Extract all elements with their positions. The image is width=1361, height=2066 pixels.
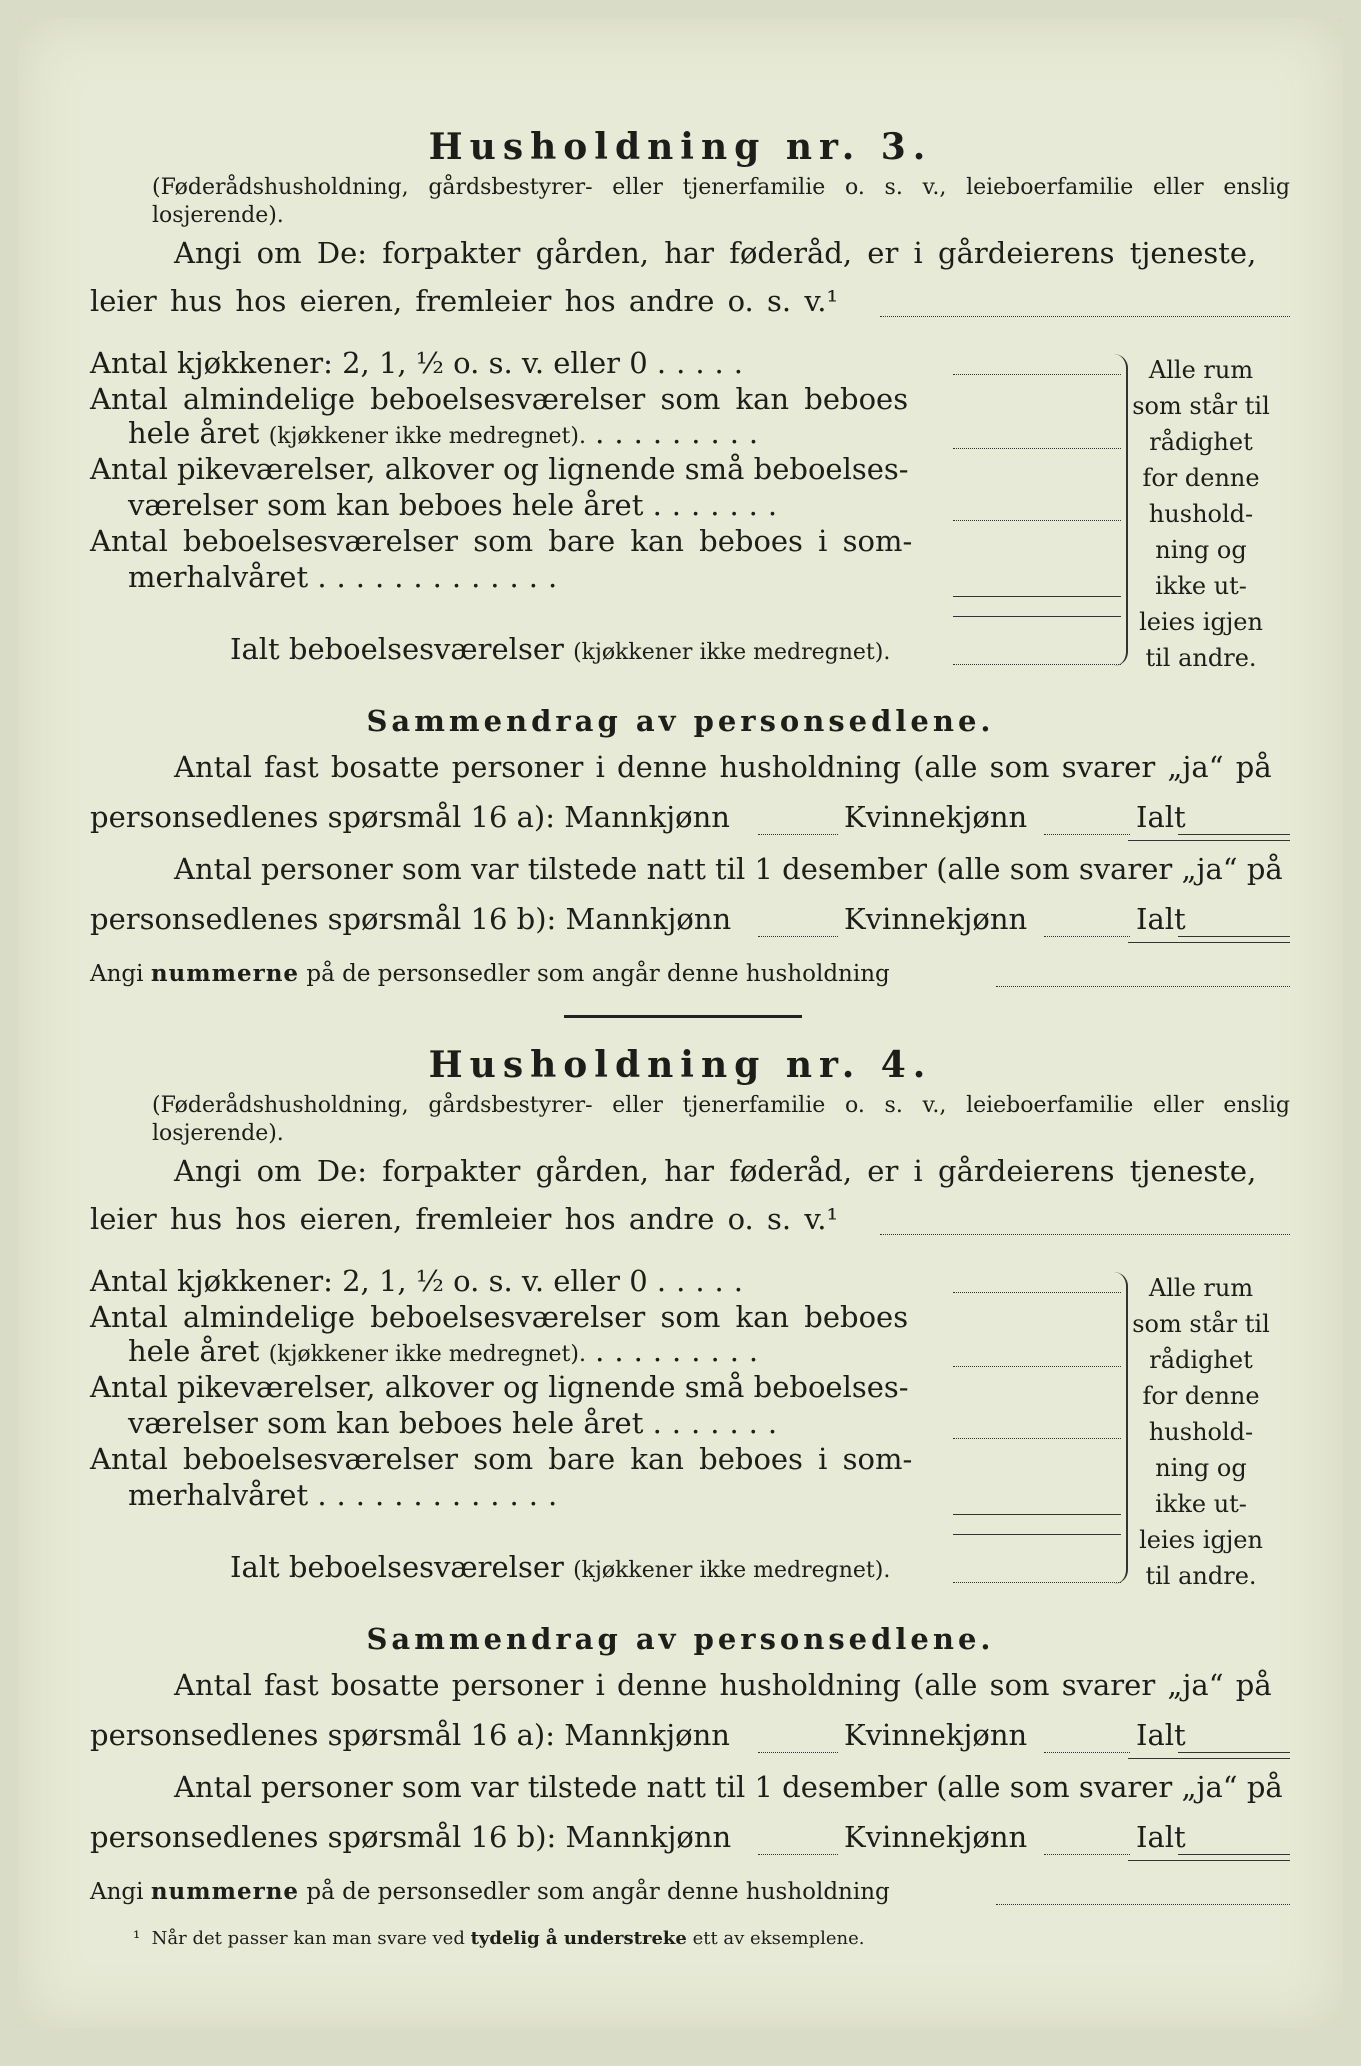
pike-label-1: Antal pikeværelser, alkover og lignende små beboelses- [90,1370,909,1404]
census-form-page [18,18,1343,2028]
tilstede-ialt-underline [1128,942,1290,943]
tilstede-kvinne-label: Kvinnekjønn [844,1820,1028,1854]
angi-line-1: Angi om De: forpakter gården, har føderåd, er i gårdeierens tjeneste, [174,236,1257,270]
right-brace [1108,354,1128,666]
sommer-underline [953,616,1121,617]
angi-line-2: leier hus hos eieren, fremleier hos andre o. s. v.¹ [90,284,839,318]
kjokkener-field[interactable] [953,374,1121,375]
kjokkener-label: Antal kjøkkener: 2, 1, ½ o. s. v. eller 0 ..... [90,346,753,380]
sommer-label-1: Antal beboelsesværelser som bare kan beboes i som- [90,524,913,558]
numre-label: Angi nummerne på de personsedler som angår denne husholdning [90,960,890,987]
fast-kvinne-field[interactable] [1044,1752,1130,1753]
side-note: Alle rum som står til rådighet for denne hushold- ning og ikke ut- leies igjen til andre. [1132,356,1270,672]
fast-ialt-field[interactable] [1178,1752,1290,1753]
numre-field[interactable] [996,986,1290,987]
fast-ialt-underline [1128,840,1290,841]
tilstede-line-1: Antal personer som var tilstede natt til 1 desember (alle som svarer „ja“ på [174,852,1283,886]
tilstede-kvinne-field[interactable] [1044,1854,1130,1855]
fast-line-1: Antal fast bosatte personer i denne husholdning (alle som svarer „ja“ på [174,1668,1272,1702]
tilstede-ialt-label: Ialt [1136,902,1186,936]
fast-kvinne-field[interactable] [1044,834,1130,835]
household-type-note: (Føderådshusholdning, gårdsbestyrer- eller tjenerfamilie o. s. v., leieboerfamilie eller enslig losjerende). [152,175,1290,228]
sommer-field[interactable] [953,596,1121,597]
angi-line-1: Angi om De: forpakter gården, har føderåd, er i gårdeierens tjeneste, [174,1154,1257,1188]
right-brace [1108,1272,1128,1584]
household-title: Husholdning nr. 4. [428,1044,933,1086]
pike-label-1: Antal pikeværelser, alkover og lignende små beboelses- [90,452,909,486]
pike-label-2: værelser som kan beboes hele året ....... [128,1406,788,1440]
tilstede-mann-field[interactable] [758,1854,838,1855]
sommer-label-1: Antal beboelsesværelser som bare kan beboes i som- [90,1442,913,1476]
fast-kvinne-label: Kvinnekjønn [844,800,1028,834]
tilstede-line-1: Antal personer som var tilstede natt til 1 desember (alle som svarer „ja“ på [174,1770,1283,1804]
sommer-underline [953,1534,1121,1535]
tilstede-ialt-field[interactable] [1178,1854,1290,1855]
fast-ialt-label: Ialt [1136,800,1186,834]
sommer-field[interactable] [953,1514,1121,1515]
tilstede-line-2: personsedlenes spørsmål 16 b): Mannkjønn [90,1820,732,1854]
summary-title: Sammendrag av personsedlene. [366,1622,995,1656]
alm-field[interactable] [953,1366,1121,1367]
ialt-field[interactable] [953,664,1121,665]
fast-mann-field[interactable] [758,834,838,835]
ialt-field[interactable] [953,1582,1121,1583]
tilstede-ialt-label: Ialt [1136,1820,1186,1854]
kjokkener-field[interactable] [953,1292,1121,1293]
alm-label-1: Antal almindelige beboelsesværelser som kan beboes [90,382,909,416]
summary-title: Sammendrag av personsedlene. [366,704,995,738]
alm-field[interactable] [953,448,1121,449]
alm-label-1: Antal almindelige beboelsesværelser som kan beboes [90,1300,909,1334]
ialt-label: Ialt beboelsesværelser (kjøkkener ikke medregnet). [230,1550,891,1584]
fast-ialt-underline [1128,1758,1290,1759]
ialt-label: Ialt beboelsesværelser (kjøkkener ikke medregnet). [230,632,891,666]
angi-line-2: leier hus hos eieren, fremleier hos andre o. s. v.¹ [90,1202,839,1236]
pike-field[interactable] [953,1438,1121,1439]
tilstede-line-2: personsedlenes spørsmål 16 b): Mannkjønn [90,902,732,936]
tilstede-ialt-underline [1128,1860,1290,1861]
numre-label: Angi nummerne på de personsedler som angår denne husholdning [90,1878,890,1905]
tilstede-ialt-field[interactable] [1178,936,1290,937]
numre-field[interactable] [996,1904,1290,1905]
pike-label-2: værelser som kan beboes hele året ....... [128,488,788,522]
tilstede-kvinne-field[interactable] [1044,936,1130,937]
household-type-note: (Føderådshusholdning, gårdsbestyrer- eller tjenerfamilie o. s. v., leieboerfamilie eller enslig losjerende). [152,1093,1290,1146]
sommer-label-2: merhalvåret ............. [128,560,568,594]
fast-mann-field[interactable] [758,1752,838,1753]
footnote: ¹ Når det passer kan man svare ved tydelig å understreke ett av eksemplene. [133,1928,865,1949]
fast-line-2: personsedlenes spørsmål 16 a): Mannkjønn [90,1718,730,1752]
household-title: Husholdning nr. 3. [428,126,933,168]
alm-label-2: hele året (kjøkkener ikke medregnet). ......... [128,1334,769,1368]
pike-field[interactable] [953,520,1121,521]
tilstede-kvinne-label: Kvinnekjønn [844,902,1028,936]
sommer-label-2: merhalvåret ............. [128,1478,568,1512]
angi-answer-field[interactable] [880,1234,1290,1235]
fast-line-1: Antal fast bosatte personer i denne husholdning (alle som svarer „ja“ på [174,750,1272,784]
fast-ialt-label: Ialt [1136,1718,1186,1752]
alm-label-2: hele året (kjøkkener ikke medregnet). ......... [128,416,769,450]
fast-kvinne-label: Kvinnekjønn [844,1718,1028,1752]
angi-answer-field[interactable] [880,316,1290,317]
section-separator [564,1015,802,1018]
side-note: Alle rum som står til rådighet for denne hushold- ning og ikke ut- leies igjen til andre. [1132,1274,1270,1590]
fast-ialt-field[interactable] [1178,834,1290,835]
fast-line-2: personsedlenes spørsmål 16 a): Mannkjønn [90,800,730,834]
kjokkener-label: Antal kjøkkener: 2, 1, ½ o. s. v. eller 0 ..... [90,1264,753,1298]
footnote-marker: ¹ [133,1928,141,1949]
tilstede-mann-field[interactable] [758,936,838,937]
